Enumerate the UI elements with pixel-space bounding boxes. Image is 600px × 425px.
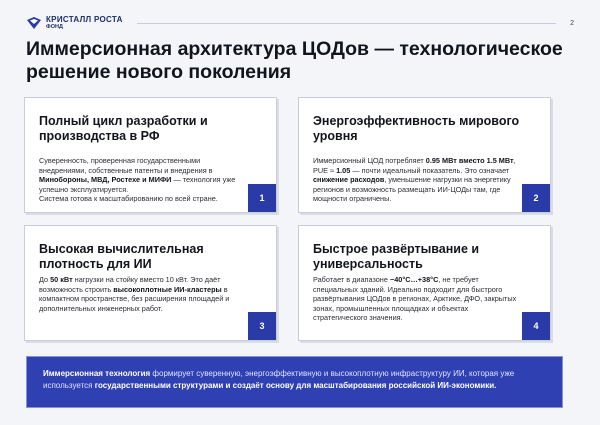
card-text: До 50 кВт нагрузки на стойку вместо 10 кВт. Это даёт возможность строить высокоплотные ИИ-кластеры в компактном пространстве, без расширения площадей и дополнительных инженерных работ. [39,275,230,313]
card-text: Иммерсионный ЦОД потребляет 0.95 МВт вместо 1.5 МВт, PUE ≈ 1.05 — почти идеальный показатель. Это означает снижение расходов, уменьшение нагрузки на энергетику регионов и возможность размещать ИИ-ЦОДы там, где мощности ограничены. [313,156,516,204]
page-number: 2 [570,19,574,27]
card-title: Энергоэффективность мирового уровня [313,114,520,143]
card-full-cycle [24,97,277,213]
page-title: Иммерсионная архитектура ЦОДов — технологическое решение нового поколения [26,38,563,83]
card-title: Полный цикл разработки и производства в РФ [39,114,208,143]
crystal-logo-icon [26,16,42,30]
card-title: Высокая вычислительная плотность для ИИ [39,242,204,271]
logo-subtitle: ФОНД [46,23,63,30]
card-number-badge: 4 [522,312,550,340]
logo-name: КРИСТАЛЛ РОСТА [46,14,123,24]
logo [26,16,123,31]
card-compute-density [24,225,277,341]
card-fast-deployment [298,225,551,341]
card-text: Суверенность, проверенная государственными внедрениями, собственные патенты и внедрения в Минобороны, МВД, Ростехе и МИФИ — технология уже успешно эксплуатируется. Система готова к масштабированию по всей стране. [39,156,236,204]
summary-banner: Иммерсионная технология формирует суверенную, энергоэффективную и высокоплотную инфраструктуру ИИ, которая уже используется государственными структурами и создаёт основу для масштабирования российской ИИ-экономики. [26,356,563,408]
page-header [26,12,574,34]
card-number-badge: 1 [248,184,276,212]
card-text: Работает в диапазоне −40°C…+38°C, не требует специальных зданий. Идеально подходит для быстрого развёртывания ЦОДов в регионах, Арктике, ДФО, закрытых зонах, промышленных площадках и объектах стратегического значения. [313,275,517,323]
card-number-badge: 2 [522,184,550,212]
card-number-badge: 3 [248,312,276,340]
header-divider [137,23,556,24]
card-energy-efficiency [298,97,551,213]
card-title: Быстрое развёртывание и универсальность [313,242,480,271]
